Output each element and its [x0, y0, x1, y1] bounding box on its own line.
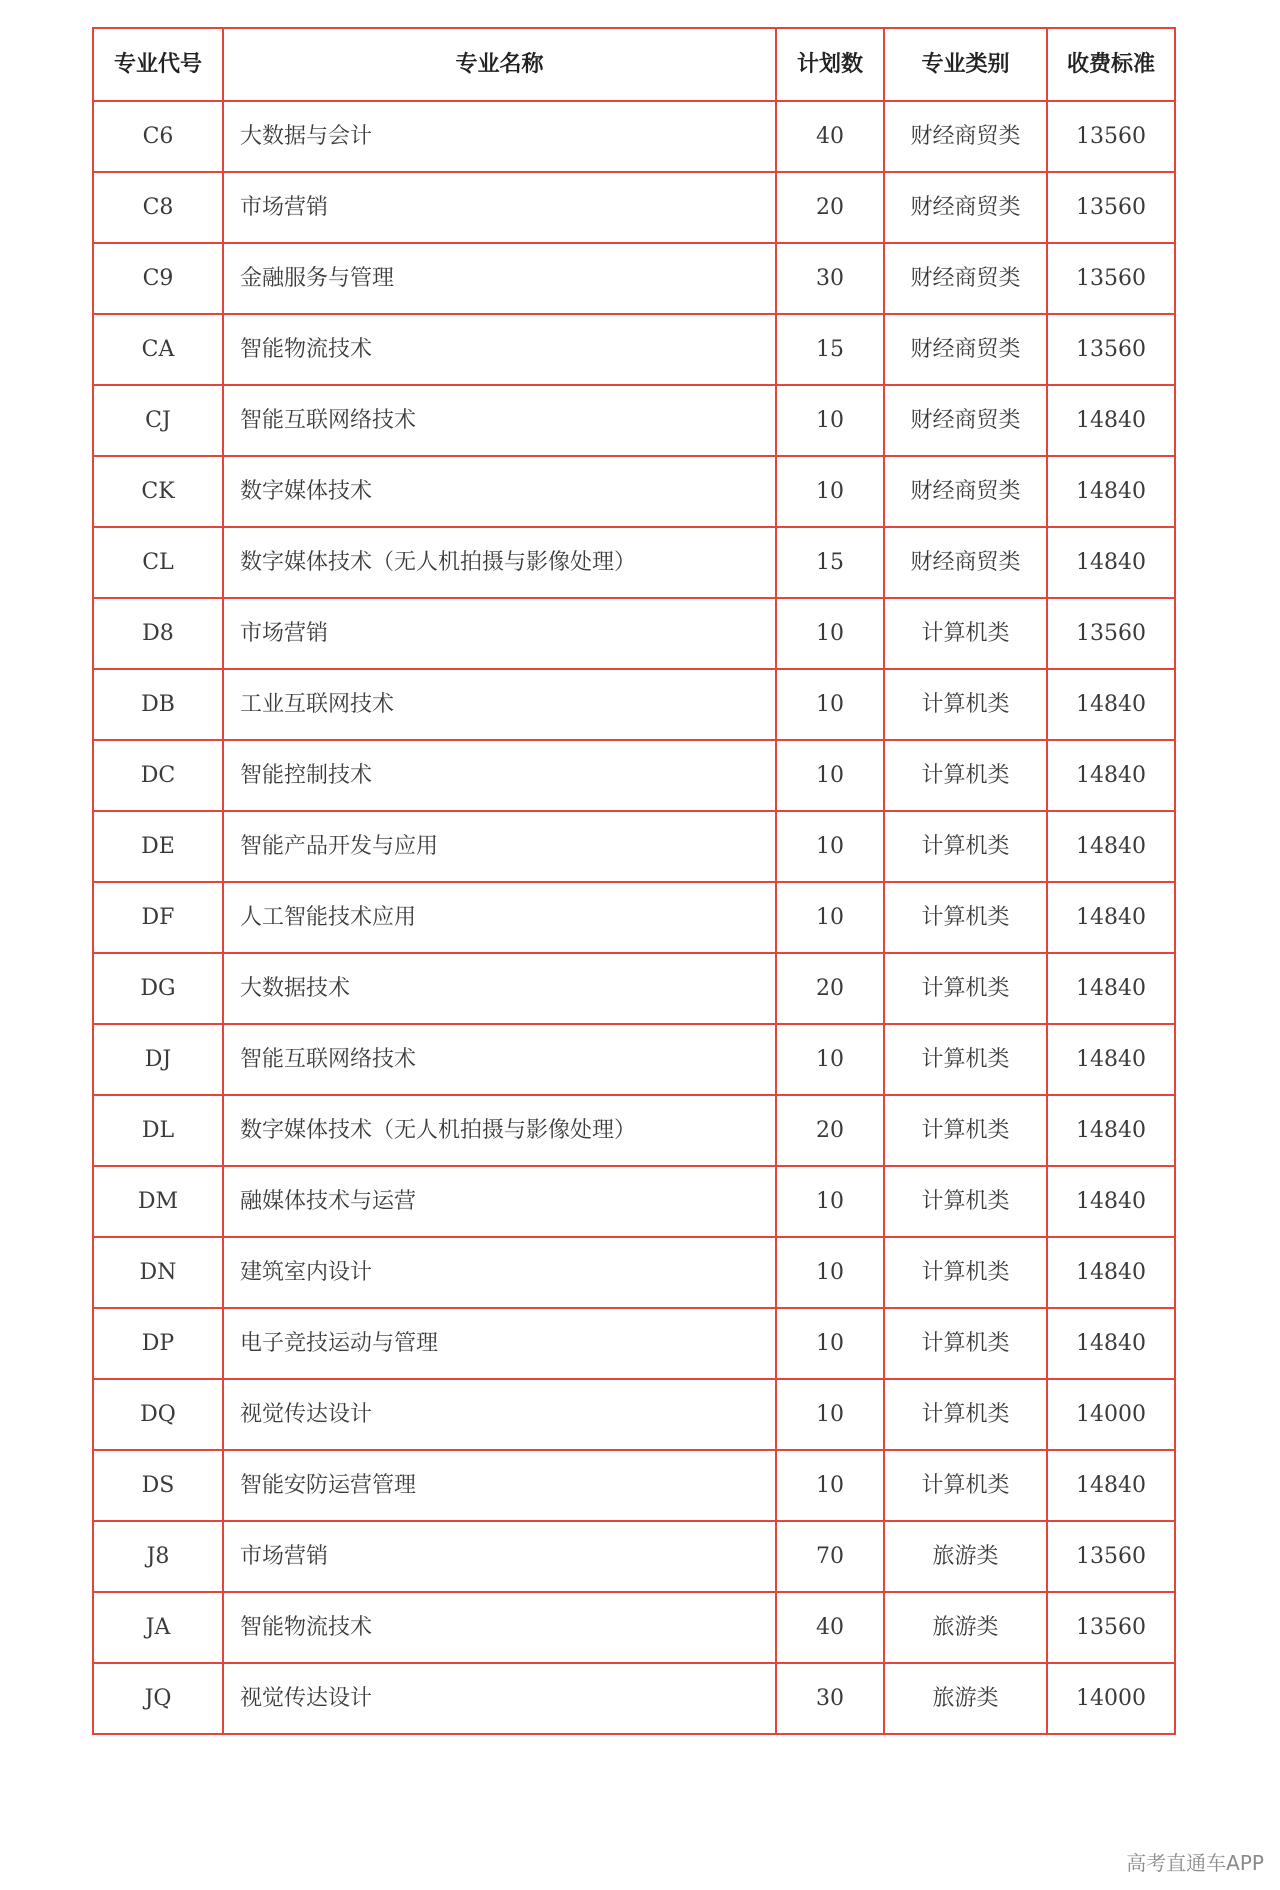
table-row [93, 314, 1175, 385]
cell-major-name: 智能产品开发与应用 [223, 811, 776, 882]
cell-major-category: 计算机类 [884, 953, 1047, 1024]
cell-major-code: J8 [93, 1521, 223, 1592]
cell-plan-count: 20 [776, 953, 884, 1024]
cell-plan-count: 15 [776, 314, 884, 385]
cell-major-category: 计算机类 [884, 1237, 1047, 1308]
cell-major-name: 建筑室内设计 [223, 1237, 776, 1308]
cell-fee-standard: 14840 [1047, 953, 1175, 1024]
cell-major-category: 财经商贸类 [884, 456, 1047, 527]
watermark-text: 高考直通车APP [1126, 1851, 1264, 1875]
cell-major-category: 计算机类 [884, 669, 1047, 740]
table-row [93, 1450, 1175, 1521]
table-row [93, 385, 1175, 456]
cell-major-name: 智能物流技术 [223, 314, 776, 385]
cell-major-code: DF [93, 882, 223, 953]
cell-major-category: 计算机类 [884, 740, 1047, 811]
cell-plan-count: 10 [776, 1166, 884, 1237]
cell-major-category: 旅游类 [884, 1592, 1047, 1663]
cell-major-code: JA [93, 1592, 223, 1663]
cell-fee-standard: 14840 [1047, 669, 1175, 740]
cell-major-name: 智能安防运营管理 [223, 1450, 776, 1521]
cell-major-name: 融媒体技术与运营 [223, 1166, 776, 1237]
table-row [93, 1095, 1175, 1166]
enrollment-table-container [92, 27, 1174, 1735]
cell-major-category: 计算机类 [884, 1024, 1047, 1095]
cell-fee-standard: 14840 [1047, 456, 1175, 527]
cell-major-code: DM [93, 1166, 223, 1237]
table-row [93, 953, 1175, 1024]
cell-fee-standard: 14000 [1047, 1663, 1175, 1734]
cell-fee-standard: 14840 [1047, 811, 1175, 882]
table-row [93, 243, 1175, 314]
table-header-row [93, 28, 1175, 101]
cell-fee-standard: 13560 [1047, 598, 1175, 669]
cell-fee-standard: 14840 [1047, 1095, 1175, 1166]
cell-major-category: 财经商贸类 [884, 101, 1047, 172]
cell-major-code: CL [93, 527, 223, 598]
cell-plan-count: 10 [776, 1237, 884, 1308]
cell-major-name: 市场营销 [223, 1521, 776, 1592]
table-row [93, 1166, 1175, 1237]
table-row [93, 1024, 1175, 1095]
cell-fee-standard: 14840 [1047, 527, 1175, 598]
cell-major-category: 计算机类 [884, 1308, 1047, 1379]
cell-fee-standard: 13560 [1047, 101, 1175, 172]
cell-major-code: DN [93, 1237, 223, 1308]
cell-major-name: 数字媒体技术（无人机拍摄与影像处理） [223, 1095, 776, 1166]
cell-fee-standard: 13560 [1047, 314, 1175, 385]
header-major-code: 专业代号 [93, 28, 223, 101]
cell-fee-standard: 14840 [1047, 1308, 1175, 1379]
cell-plan-count: 30 [776, 1663, 884, 1734]
cell-fee-standard: 13560 [1047, 172, 1175, 243]
header-plan-count: 计划数 [776, 28, 884, 101]
cell-major-code: DB [93, 669, 223, 740]
cell-fee-standard: 13560 [1047, 1521, 1175, 1592]
cell-major-name: 工业互联网技术 [223, 669, 776, 740]
table-row [93, 101, 1175, 172]
cell-major-code: DC [93, 740, 223, 811]
table-row [93, 172, 1175, 243]
cell-fee-standard: 14000 [1047, 1379, 1175, 1450]
table-row [93, 1592, 1175, 1663]
table-row [93, 598, 1175, 669]
cell-major-category: 计算机类 [884, 882, 1047, 953]
cell-major-category: 旅游类 [884, 1663, 1047, 1734]
enrollment-plan-table [92, 27, 1176, 1735]
cell-major-code: CA [93, 314, 223, 385]
cell-fee-standard: 14840 [1047, 1024, 1175, 1095]
cell-major-category: 计算机类 [884, 598, 1047, 669]
table-row [93, 1663, 1175, 1734]
cell-plan-count: 10 [776, 740, 884, 811]
cell-major-category: 计算机类 [884, 1166, 1047, 1237]
cell-major-code: DL [93, 1095, 223, 1166]
cell-major-name: 智能互联网络技术 [223, 1024, 776, 1095]
cell-major-name: 大数据与会计 [223, 101, 776, 172]
cell-major-category: 旅游类 [884, 1521, 1047, 1592]
cell-plan-count: 10 [776, 598, 884, 669]
cell-major-code: CK [93, 456, 223, 527]
cell-fee-standard: 14840 [1047, 1166, 1175, 1237]
cell-major-code: CJ [93, 385, 223, 456]
cell-major-category: 财经商贸类 [884, 172, 1047, 243]
cell-plan-count: 10 [776, 669, 884, 740]
cell-major-name: 电子竞技运动与管理 [223, 1308, 776, 1379]
table-row [93, 527, 1175, 598]
cell-plan-count: 10 [776, 1024, 884, 1095]
table-row [93, 740, 1175, 811]
cell-major-category: 计算机类 [884, 811, 1047, 882]
cell-major-code: DP [93, 1308, 223, 1379]
cell-major-code: D8 [93, 598, 223, 669]
cell-major-name: 数字媒体技术 [223, 456, 776, 527]
cell-major-code: C8 [93, 172, 223, 243]
cell-plan-count: 10 [776, 1450, 884, 1521]
cell-major-category: 计算机类 [884, 1095, 1047, 1166]
cell-major-name: 大数据技术 [223, 953, 776, 1024]
cell-major-code: C6 [93, 101, 223, 172]
cell-plan-count: 15 [776, 527, 884, 598]
cell-plan-count: 10 [776, 882, 884, 953]
cell-plan-count: 70 [776, 1521, 884, 1592]
cell-major-category: 财经商贸类 [884, 314, 1047, 385]
header-major-category: 专业类别 [884, 28, 1047, 101]
table-row [93, 882, 1175, 953]
cell-fee-standard: 14840 [1047, 1237, 1175, 1308]
cell-plan-count: 40 [776, 1592, 884, 1663]
cell-fee-standard: 14840 [1047, 385, 1175, 456]
cell-fee-standard: 13560 [1047, 243, 1175, 314]
cell-plan-count: 10 [776, 1308, 884, 1379]
cell-major-code: DG [93, 953, 223, 1024]
cell-major-name: 数字媒体技术（无人机拍摄与影像处理） [223, 527, 776, 598]
cell-plan-count: 10 [776, 811, 884, 882]
cell-major-name: 市场营销 [223, 598, 776, 669]
cell-major-category: 计算机类 [884, 1450, 1047, 1521]
cell-plan-count: 10 [776, 385, 884, 456]
cell-fee-standard: 13560 [1047, 1592, 1175, 1663]
cell-plan-count: 30 [776, 243, 884, 314]
cell-fee-standard: 14840 [1047, 1450, 1175, 1521]
table-row [93, 811, 1175, 882]
cell-plan-count: 20 [776, 172, 884, 243]
cell-fee-standard: 14840 [1047, 740, 1175, 811]
cell-plan-count: 40 [776, 101, 884, 172]
cell-major-name: 智能控制技术 [223, 740, 776, 811]
cell-major-code: DQ [93, 1379, 223, 1450]
table-row [93, 1379, 1175, 1450]
cell-major-category: 财经商贸类 [884, 385, 1047, 456]
header-fee-standard: 收费标准 [1047, 28, 1175, 101]
table-row [93, 1308, 1175, 1379]
cell-major-name: 金融服务与管理 [223, 243, 776, 314]
table-row [93, 1521, 1175, 1592]
cell-major-name: 智能物流技术 [223, 1592, 776, 1663]
header-major-name: 专业名称 [223, 28, 776, 101]
cell-major-code: C9 [93, 243, 223, 314]
cell-major-name: 视觉传达设计 [223, 1379, 776, 1450]
cell-major-code: DS [93, 1450, 223, 1521]
cell-fee-standard: 14840 [1047, 882, 1175, 953]
cell-major-code: JQ [93, 1663, 223, 1734]
cell-major-name: 人工智能技术应用 [223, 882, 776, 953]
table-row [93, 669, 1175, 740]
cell-plan-count: 10 [776, 456, 884, 527]
cell-major-category: 计算机类 [884, 1379, 1047, 1450]
cell-major-code: DE [93, 811, 223, 882]
cell-major-name: 智能互联网络技术 [223, 385, 776, 456]
table-row [93, 1237, 1175, 1308]
table-body [93, 101, 1175, 1734]
cell-major-name: 市场营销 [223, 172, 776, 243]
cell-plan-count: 10 [776, 1379, 884, 1450]
cell-major-category: 财经商贸类 [884, 527, 1047, 598]
cell-major-code: DJ [93, 1024, 223, 1095]
cell-major-category: 财经商贸类 [884, 243, 1047, 314]
cell-plan-count: 20 [776, 1095, 884, 1166]
cell-major-name: 视觉传达设计 [223, 1663, 776, 1734]
table-row [93, 456, 1175, 527]
